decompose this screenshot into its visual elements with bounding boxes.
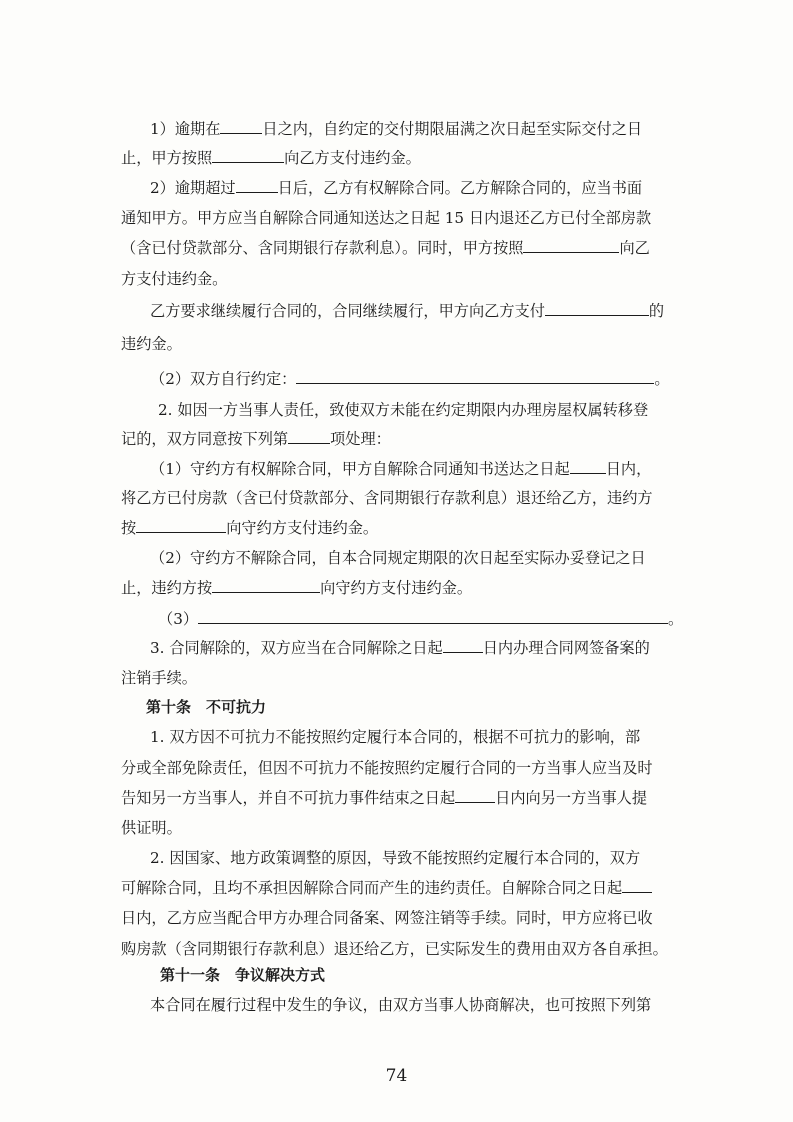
blank-field [455, 784, 495, 803]
text-line: 按 向守约方支付违约金。 [121, 513, 787, 543]
blank-field [212, 574, 320, 593]
text-line: 通知甲方。甲方应当自解除合同通知送达之日起 15 日内退还乙方已付全部房款 [121, 209, 652, 227]
blank-field [622, 874, 652, 893]
text-line: 方支付违约金。 [121, 270, 228, 288]
text-line: 止，违约方按 向守约方支付违约金。 [121, 573, 787, 603]
blank-field [288, 425, 330, 444]
text-line: 注销手续。 [121, 669, 197, 687]
text-line: 止，甲方按照 向乙方支付违约金。 [121, 143, 787, 173]
text-line: （3） 。 [158, 604, 787, 634]
text-line: 3. 合同解除的，双方应当在合同解除之日起 日内办理合同网签备案的 [150, 633, 787, 663]
text-line: 日内，乙方应当配合甲方办理合同备案、网签注销等手续。同时，甲方应将已收 [121, 909, 653, 927]
text-line: （含已付贷款部分、含同期银行存款利息）。同时，甲方按照 向乙 [121, 233, 787, 263]
blank-field [212, 144, 284, 163]
section-heading: 第十条 不可抗力 [146, 698, 267, 716]
text-line: 违约金。 [121, 335, 182, 353]
text-line: （2）双方自行约定： 。 [150, 364, 787, 394]
blank-field [545, 297, 649, 316]
text-line: 告知另一方当事人，并自不可抗力事件结束之日起 日内向另一方当事人提 [121, 783, 787, 813]
text-line: 可解除合同，且均不承担因解除合同而产生的违约责任。自解除合同之日起 [121, 873, 787, 903]
text-line: 分或全部免除责任，但因不可抗力不能按照约定履行合同的一方当事人应当及时 [121, 759, 653, 777]
text-line: 本合同在履行过程中发生的争议，由双方当事人协商解决，也可按照下列第 [150, 996, 652, 1014]
text-line: 1. 双方因不可抗力不能按照约定履行本合同的，根据不可抗力的影响，部 [150, 728, 641, 746]
section-heading: 第十一条 争议解决方式 [160, 966, 326, 984]
blank-field [443, 634, 483, 653]
blank-field [523, 234, 619, 253]
text-line: 2. 因国家、地方政策调整的原因，导致不能按照约定履行本合同的，双方 [150, 849, 641, 867]
text-line: （2）守约方不解除合同，自本合同规定期限的次日起至实际办妥登记之日 [150, 549, 646, 567]
text-line: 购房款（含同期银行存款利息）退还给乙方，已实际发生的费用由双方各自承担。 [121, 940, 668, 958]
blank-field [198, 605, 668, 624]
blank-field [236, 174, 278, 193]
text-line: 2. 如因一方当事人责任，致使双方未能在约定期限内办理房屋权属转移登 [158, 401, 649, 419]
text-line: 乙方要求继续履行合同的，合同继续履行，甲方向乙方支付 的 [150, 296, 787, 326]
blank-field [570, 455, 606, 474]
text-line: 1）逾期在 日之内，自约定的交付期限届满之次日起至实际交付之日 [150, 114, 787, 144]
text-line: 记的，双方同意按下列第 项处理： [121, 424, 787, 454]
text-line: 将乙方已付房款（含已付贷款部分、含同期银行存款利息）退还给乙方，违约方 [121, 489, 653, 507]
text-line: （1）守约方有权解除合同，甲方自解除合同通知书送达之日起 日内， [150, 454, 787, 484]
text-line: 供证明。 [121, 819, 182, 837]
blank-field [136, 514, 226, 533]
blank-field [220, 115, 262, 134]
blank-field [296, 365, 654, 384]
page-number: 74 [385, 1066, 408, 1086]
text-line: 2）逾期超过 日后，乙方有权解除合同。乙方解除合同的，应当书面 [150, 173, 787, 203]
